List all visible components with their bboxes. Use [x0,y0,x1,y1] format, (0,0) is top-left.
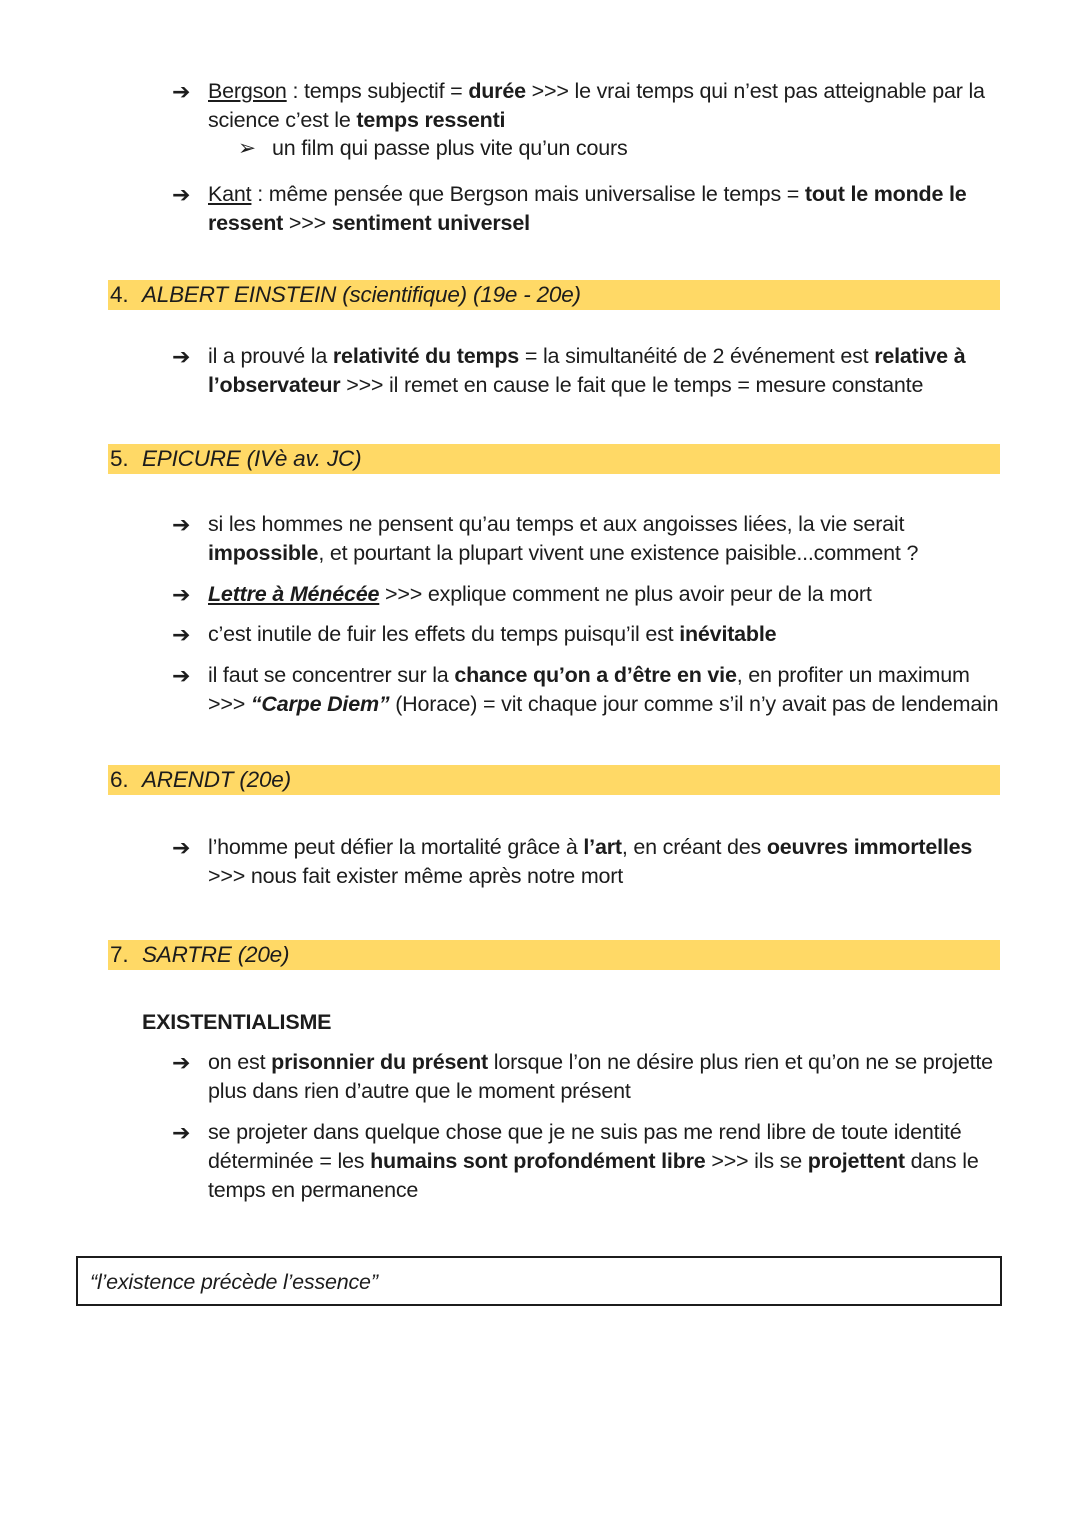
list-item: ➔ si les hommes ne pensent qu’au temps et aux angoisses liées, la vie serait impossible, et pourtant la plupart vivent une existence paisible...comment ? [172,512,919,565]
arrow-icon: ➔ [172,622,191,647]
list-item: ➔ se projeter dans quelque chose que je ne suis pas me rend libre de toute identité déterminée = les humains sont profondément libre >>> ils se projettent dans le temps en permanence [172,1120,979,1202]
quote-text: “l’existence précède l’essence” [90,1270,378,1294]
list-item: ➔ l’homme peut défier la mortalité grâce à l’art, en créant des oeuvres immortelles >>> nous fait exister même après notre mort [172,835,973,888]
list-item: ➔ il a prouvé la relativité du temps = la simultanéité de 2 événement est relative à l’observateur >>> il remet en cause le fait que le temps = mesure constante [172,344,966,397]
section-title: ALBERT EINSTEIN (scientifique) (19e - 20e) [142,282,581,307]
section-number: 7. [110,942,129,967]
book-title: Lettre à Ménécée [208,582,380,606]
section-number: 4. [110,282,129,307]
arrow-icon: ➔ [172,512,191,537]
section-number: 6. [110,767,129,792]
section-number: 5. [110,446,129,471]
arrow-icon: ➔ [172,344,191,369]
arrow-icon: ➔ [172,582,191,607]
arrow-icon: ➔ [172,835,191,860]
section-header-sartre [108,940,1000,970]
section-header-arendt [108,765,1000,795]
quote-box [76,1256,1002,1306]
section-header-epicure [108,444,1000,474]
section-title: ARENDT (20e) [142,767,291,792]
sub-list-item: ➢ un film qui passe plus vite qu’un cours [238,134,628,163]
list-item: ➔ il faut se concentrer sur la chance qu’on a d’être en vie, en profiter un maximum >>> “Carpe Diem” (Horace) = vit chaque jour comme s’il n’y avait pas de lendemain [172,663,999,716]
list-item: ➔ Kant : même pensée que Bergson mais universalise le temps = tout le monde le ressent >>> sentiment universel [172,182,967,235]
section-title: EPICURE (IVè av. JC) [142,446,362,471]
philosopher-name: Bergson [208,79,287,103]
arrow-icon: ➔ [172,1050,191,1075]
arrow-icon: ➔ [172,79,191,104]
subheading: EXISTENTIALISME [142,1010,332,1034]
list-item: ➔ Bergson : temps subjectif = durée >>> le vrai temps qui n’est pas atteignable par la science c’est le temps ressenti [172,79,985,132]
sub-arrow-icon: ➢ [238,136,256,160]
list-item: ➔ c’est inutile de fuir les effets du temps puisqu’il est inévitable [172,622,777,647]
section-header-einstein [108,280,1000,310]
list-item: ➔ on est prisonnier du présent lorsque l’on ne désire plus rien et qu’on ne se projette plus dans rien d’autre que le moment présent [172,1050,993,1103]
arrow-icon: ➔ [172,663,191,688]
arrow-icon: ➔ [172,182,191,207]
philosopher-name: Kant [208,182,252,206]
arrow-icon: ➔ [172,1120,191,1145]
section-title: SARTRE (20e) [142,942,290,967]
list-item: ➔ Lettre à Ménécée >>> explique comment ne plus avoir peur de la mort [172,582,872,607]
